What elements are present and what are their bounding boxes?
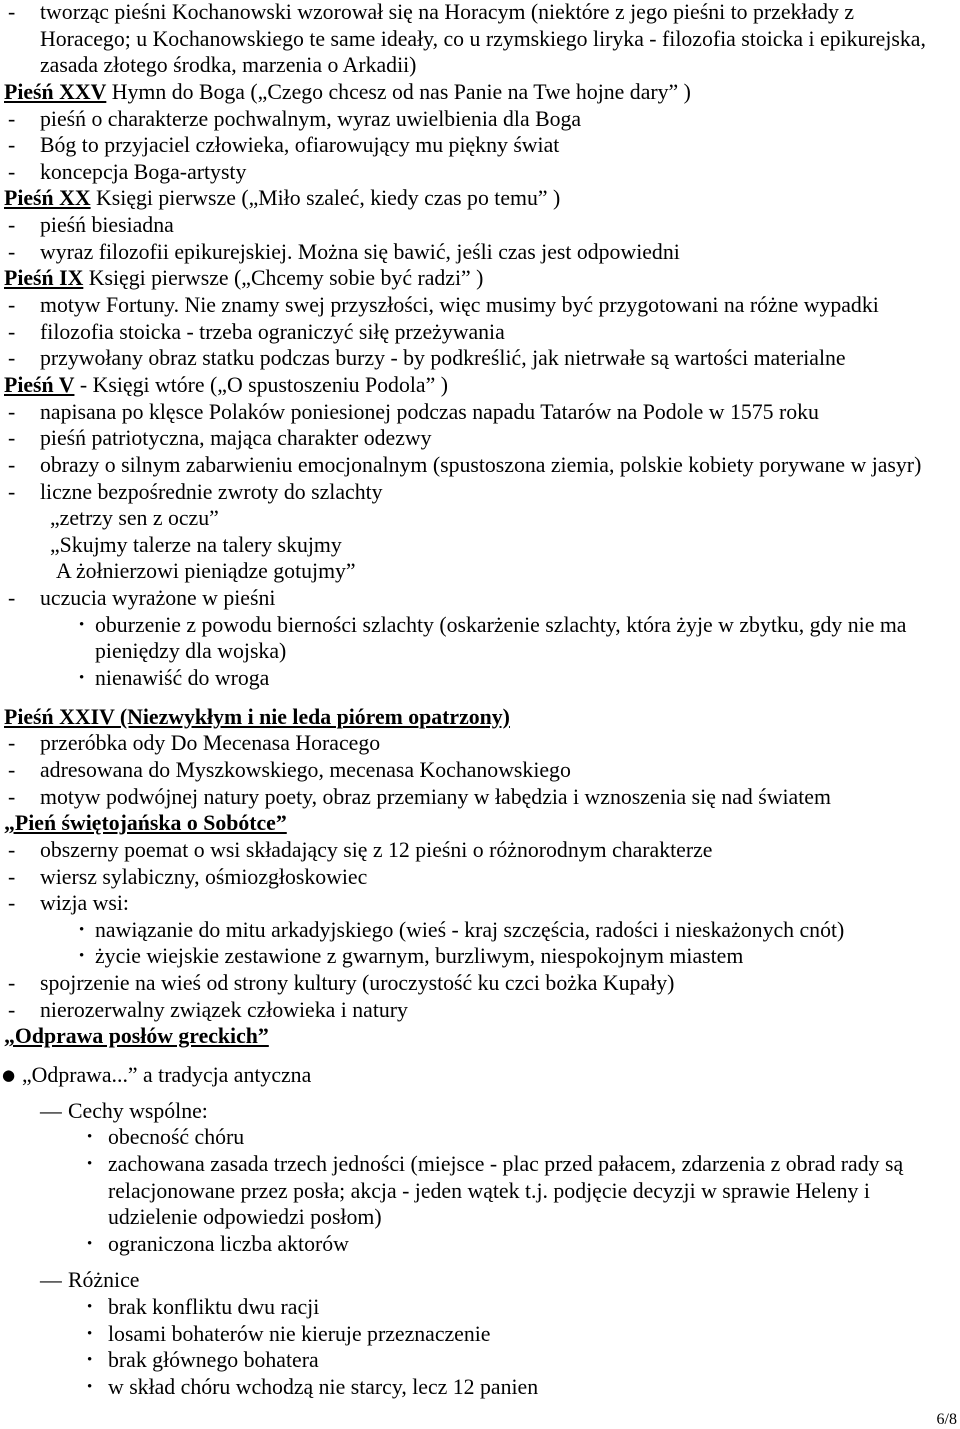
subtopic-item xyxy=(0,1098,960,1125)
feelings-label: uczucia wyrażone w pieśni xyxy=(40,586,276,611)
song-point-text: Bóg to przyjaciel człowieka, ofiarowujący mu piękny świat xyxy=(40,133,560,158)
bullet-marker: • xyxy=(87,1235,93,1252)
dash-marker: - xyxy=(8,106,16,131)
section-point-text: wizja wsi: xyxy=(40,891,129,916)
song-point-text: przeróbka ody Do Mecenasa Horacego xyxy=(40,731,381,756)
difference-bullet xyxy=(0,1374,960,1401)
bullet-marker: • xyxy=(87,1352,93,1369)
dash-marker: - xyxy=(8,784,16,809)
bullet-marker: • xyxy=(87,1129,93,1146)
feeling-bullet-continued xyxy=(0,638,960,665)
topic-item xyxy=(0,1062,960,1089)
difference-text: brak konfliktu dwu racji xyxy=(108,1295,320,1320)
feeling-text: oburzenie z powodu bierności szlachty (oskarżenie szlachty, która żyje w zbytku, gdy nie ma xyxy=(95,612,907,637)
song-point xyxy=(0,784,960,811)
topic-text: „Odprawa...” a tradycja antyczna xyxy=(22,1062,312,1087)
song-point xyxy=(0,106,960,133)
song-title: Księgi pierwsze („Chcemy sobie być radzi” ) xyxy=(88,266,484,291)
song-point xyxy=(0,345,960,372)
quote-text: A żołnierzowi pieniądze gotujmy” xyxy=(56,559,356,584)
bullet-marker: • xyxy=(87,1325,93,1342)
dash-marker: - xyxy=(8,213,16,238)
dash-marker: - xyxy=(8,426,16,451)
dash-marker: - xyxy=(8,159,16,184)
intro-item-continued xyxy=(0,52,960,79)
common-text: udzielenie odpowiedzi posłom) xyxy=(108,1205,382,1230)
song-label: Pieśń XXV xyxy=(4,79,107,104)
common-bullet-continued xyxy=(0,1178,960,1205)
dash-marker: - xyxy=(8,239,16,264)
song-point-text: wyraz filozofii epikurejskiej. Można się bawić, jeśli czas jest odpowiedni xyxy=(40,239,680,264)
intro-item xyxy=(0,0,960,26)
difference-bullet xyxy=(0,1321,960,1348)
section-point xyxy=(0,890,960,917)
song-label: Pieśń V xyxy=(4,372,75,397)
quote-line xyxy=(0,558,960,585)
difference-text: losami bohaterów nie kieruje przeznaczenie xyxy=(108,1321,491,1346)
song-point xyxy=(0,730,960,757)
section-title: „Odprawa posłów greckich” xyxy=(4,1024,269,1049)
difference-bullet xyxy=(0,1294,960,1321)
song-point xyxy=(0,399,960,426)
song-point-text: adresowana do Myszkowskiego, mecenasa Kochanowskiego xyxy=(40,757,571,782)
song-point-text: motyw podwójnej natury poety, obraz przemiany w łabędzia i wznoszenia się nad światem xyxy=(40,784,831,809)
dash-marker: - xyxy=(8,399,16,424)
song-point xyxy=(0,159,960,186)
song-label: Pieśń XX xyxy=(4,186,91,211)
dash-marker: - xyxy=(8,479,16,504)
song-point xyxy=(0,452,960,479)
section-point-text: wiersz sylabiczny, ośmiozgłoskowiec xyxy=(40,864,368,889)
dash-marker: - xyxy=(8,891,16,916)
song-title: Pieśń XXIV (Niezwykłym i nie leda piórem opatrzony) xyxy=(4,704,510,729)
common-text: obecność chóru xyxy=(108,1125,245,1150)
dash-marker: - xyxy=(8,346,16,371)
song-point-text: motyw Fortuny. Nie znamy swej przyszłości, więc musimy być przygotowani na różne wypadki xyxy=(40,293,879,318)
section-point xyxy=(0,864,960,891)
page-number: 6/8 xyxy=(936,1411,957,1428)
song-point-text: koncepcja Boga-artysty xyxy=(40,159,247,184)
dash-marker: - xyxy=(8,586,16,611)
subtopic-item xyxy=(0,1267,960,1294)
vision-bullet xyxy=(0,943,960,970)
bullet-marker: • xyxy=(87,1155,93,1172)
common-bullet xyxy=(0,1151,960,1178)
section-point-text: spojrzenie na wieś od strony kultury (uroczystość ku czci bożka Kupały) xyxy=(40,971,675,996)
song-point xyxy=(0,757,960,784)
section-point xyxy=(0,837,960,864)
bullet-marker: • xyxy=(87,1299,93,1316)
bullet-marker: • xyxy=(79,670,85,687)
subtopic-label: Cechy wspólne: xyxy=(68,1098,208,1123)
long-dash-marker: — xyxy=(40,1268,62,1293)
section-point-text: obszerny poemat o wsi składający się z 12 pieśni o różnorodnym charakterze xyxy=(40,837,713,862)
song-heading xyxy=(0,372,960,399)
feeling-bullet xyxy=(0,665,960,692)
common-text: relacjonowane przez posła; akcja - jeden wątek t.j. podjęcie decyzji w sprawie Heleny i xyxy=(108,1178,870,1203)
difference-bullet xyxy=(0,1347,960,1374)
song-point-text: obrazy o silnym zabarwieniu emocjonalnym (spustoszona ziemia, polskie kobiety porywane w jasyr) xyxy=(40,452,922,477)
dash-marker: - xyxy=(8,0,16,24)
song-point xyxy=(0,479,960,506)
vision-text: życie wiejskie zestawione z gwarnym, burzliwym, niespokojnym miastem xyxy=(95,944,744,969)
song-heading xyxy=(0,79,960,106)
song-heading xyxy=(0,704,960,731)
common-text: zachowana zasada trzech jedności (miejsce - plac przed pałacem, zdarzenia z obrad rady są xyxy=(108,1151,904,1176)
quote-line xyxy=(0,532,960,559)
song-heading xyxy=(0,265,960,292)
intro-line: zasada złotego środka, marzenia o Arkadii) xyxy=(40,53,417,78)
section-point xyxy=(0,970,960,997)
dash-marker: - xyxy=(8,997,16,1022)
song-point-text: napisana po klęsce Polaków poniesionej podczas napadu Tatarów na Podole w 1575 roku xyxy=(40,399,819,424)
common-bullet xyxy=(0,1124,960,1151)
long-dash-marker: — xyxy=(40,1098,62,1123)
song-point-text: pieśń o charakterze pochwalnym, wyraz uwielbienia dla Boga xyxy=(40,106,582,131)
song-title: - Księgi wtóre („O spustoszeniu Podola” ) xyxy=(79,372,448,397)
quote-text: „Skujmy talerze na talery skujmy xyxy=(50,532,342,557)
section-title: „Pień świętojańska o Sobótce” xyxy=(4,811,287,836)
dash-marker: - xyxy=(8,133,16,158)
section-heading xyxy=(0,810,960,837)
dash-marker: - xyxy=(8,757,16,782)
dash-marker: - xyxy=(8,452,16,477)
feeling-bullet xyxy=(0,612,960,639)
subtopic-label: Różnice xyxy=(68,1268,140,1293)
section-heading xyxy=(0,1023,960,1050)
song-point-text: liczne bezpośrednie zwroty do szlachty xyxy=(40,479,383,504)
vision-text: nawiązanie do mitu arkadyjskiego (wieś - kraj szczęścia, radości i nieskażonych cnót) xyxy=(95,917,845,942)
song-label: Pieśń IX xyxy=(4,266,84,291)
common-text: ograniczona liczba aktorów xyxy=(108,1231,349,1256)
dash-marker: - xyxy=(8,293,16,318)
intro-item-continued xyxy=(0,26,960,53)
song-point xyxy=(0,425,960,452)
dash-marker: - xyxy=(8,864,16,889)
song-point-text: przywołany obraz statku podczas burzy - by podkreślić, jak nietrwałe są wartości materialne xyxy=(40,346,846,371)
song-point xyxy=(0,319,960,346)
bullet-marker: • xyxy=(79,948,85,965)
quote-text: „zetrzy sen z oczu” xyxy=(50,506,219,531)
song-point-text: filozofia stoicka - trzeba ograniczyć siłę przeżywania xyxy=(40,319,505,344)
quote-line xyxy=(0,505,960,532)
song-heading xyxy=(0,185,960,212)
bullet-marker: • xyxy=(87,1379,93,1396)
song-point-text: pieśń biesiadna xyxy=(40,213,174,238)
section-point xyxy=(0,997,960,1024)
song-title: Hymn do Boga („Czego chcesz od nas Panie na Twe hojne dary” ) xyxy=(111,79,691,104)
common-bullet xyxy=(0,1231,960,1258)
dash-marker: - xyxy=(8,731,16,756)
intro-line: tworząc pieśni Kochanowski wzorował się na Horacym (niektóre z jego pieśni to przekłady z xyxy=(40,0,855,24)
vision-bullet xyxy=(0,917,960,944)
dash-marker: - xyxy=(8,837,16,862)
song-point xyxy=(0,585,960,612)
song-point xyxy=(0,292,960,319)
difference-text: brak głównego bohatera xyxy=(108,1348,319,1373)
feeling-text: pieniędzy dla wojska) xyxy=(95,639,287,664)
common-bullet-continued xyxy=(0,1204,960,1231)
dash-marker: - xyxy=(8,319,16,344)
section-point-text: nierozerwalny związek człowieka i natury xyxy=(40,997,408,1022)
song-point xyxy=(0,239,960,266)
song-title: Księgi pierwsze („Miło szaleć, kiedy czas po temu” ) xyxy=(96,186,561,211)
song-point xyxy=(0,132,960,159)
song-point-text: pieśń patriotyczna, mająca charakter odezwy xyxy=(40,426,432,451)
song-point xyxy=(0,212,960,239)
feeling-text: nienawiść do wroga xyxy=(95,666,270,691)
dash-marker: - xyxy=(8,971,16,996)
intro-line: Horacego; u Kochanowskiego te same ideały, co u rzymskiego liryka - filozofia stoicka i epikurejska, xyxy=(40,26,926,51)
bullet-marker: • xyxy=(79,616,85,633)
difference-text: w skład chóru wchodzą nie starcy, lecz 12 panien xyxy=(108,1375,539,1400)
big-bullet-marker: ● xyxy=(2,1065,16,1084)
bullet-marker: • xyxy=(79,921,85,938)
